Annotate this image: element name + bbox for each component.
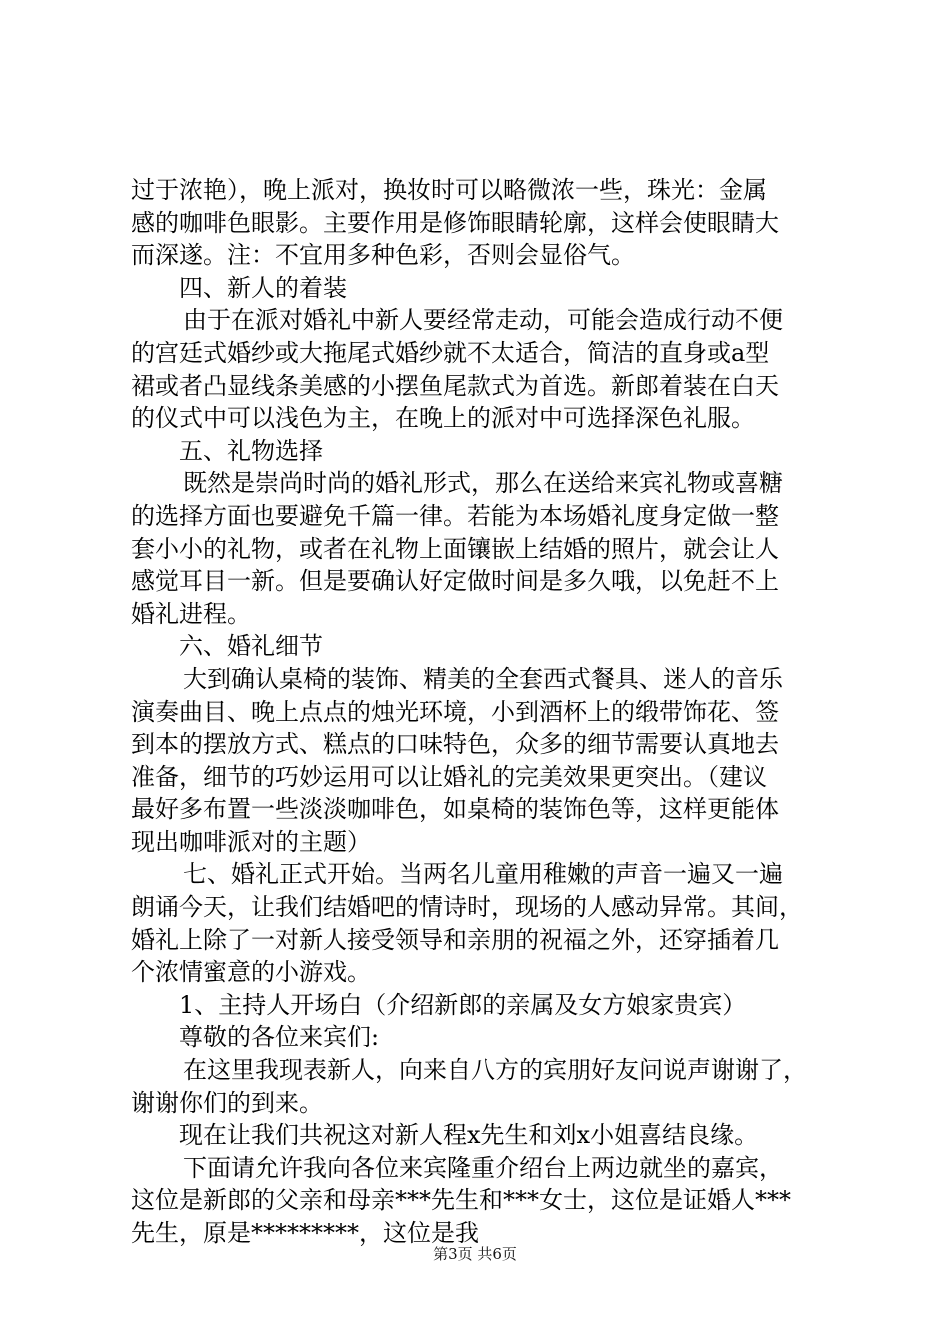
text-line: 的宫廷式婚纱或大拖尾式婚纱就不太适合，简洁的直身或a型 [131,338,770,367]
text-line: 婚礼进程。 [131,599,251,628]
section-heading: 五、礼物选择 [179,436,323,465]
text-line: 既然是崇尚时尚的婚礼形式，那么在送给来宾礼物或喜糖 [183,469,783,498]
text-line: 现出咖啡派对的主题） [131,827,371,856]
text-line: 朗诵今天，让我们结婚吧的情诗时，现场的人感动异常。其间， [131,893,803,922]
text-line: 这位是新郎的父亲和母亲***先生和***女士，这位是证婚人*** [131,1186,791,1215]
text-line: 个浓情蜜意的小游戏。 [131,958,371,987]
section-heading: 七、婚礼正式开始。当两名儿童用稚嫩的声音一遍又一遍 [183,860,783,889]
text-line: 过于浓艳），晚上派对，换妆时可以略微浓一些，珠光：金属 [131,176,767,204]
page-number: 第3页 共6页 [433,1245,517,1263]
text-line: 的选择方面也要避免千篇一律。若能为本场婚礼度身定做一整 [131,501,779,530]
text-line: 谢谢你们的到来。 [131,1088,323,1117]
text-line: 演奏曲目、晚上点点的烛光环境，小到酒杯上的缎带饰花、签 [131,697,779,726]
text-line: 由于在派对婚礼中新人要经常走动，可能会造成行动不便 [183,306,783,335]
text-line: 准备，细节的巧妙运用可以让婚礼的完美效果更突出。（建议 [131,762,767,791]
text-line: 到本的摆放方式、糕点的口味特色，众多的细节需要认真地去 [131,730,779,759]
section-heading: 六、婚礼细节 [179,632,323,661]
text-line: 套小小的礼物，或者在礼物上面镶嵌上结婚的照片，就会让人 [131,534,779,563]
text-line: 感的咖啡色眼影。主要作用是修饰眼睛轮廓，这样会使眼睛大 [131,208,779,237]
text-line: 尊敬的各位来宾们: [179,1023,380,1052]
text-line: 最好多布置一些淡淡咖啡色，如桌椅的装饰色等，这样更能体 [131,795,779,824]
text-line: 婚礼上除了一对新人接受领导和亲朋的祝福之外，还穿插着几 [131,925,779,954]
numbered-heading: 1、主持人开场白（介绍新郎的亲属及女方娘家贵宾） [179,990,747,1019]
text-line: 感觉耳目一新。但是要确认好定做时间是多久哦，以免赶不上 [131,567,779,596]
section-heading: 四、新人的着装 [179,273,347,302]
document-body [131,174,841,1250]
text-line: 现在让我们共祝这对新人程x先生和刘x小姐喜结良缘。 [179,1121,759,1150]
text-line: 先生，原是*********，这位是我 [131,1219,479,1247]
text-line: 裙或者凸显线条美感的小摆鱼尾款式为首选。新郎着装在白天 [131,371,779,400]
text-line: 而深遂。注：不宜用多种色彩，否则会显俗气。 [131,241,635,270]
text-line: 下面请允许我向各位来宾隆重介绍台上两边就坐的嘉宾， [183,1153,783,1182]
text-line: 大到确认桌椅的装饰、精美的全套西式餐具、迷人的音乐 [183,664,783,693]
text-line: 在这里我现表新人，向来自八方的宾朋好友问说声谢谢了， [183,1056,807,1085]
page-footer [0,1244,950,1264]
text-line: 的仪式中可以浅色为主，在晚上的派对中可选择深色礼服。 [131,404,755,433]
